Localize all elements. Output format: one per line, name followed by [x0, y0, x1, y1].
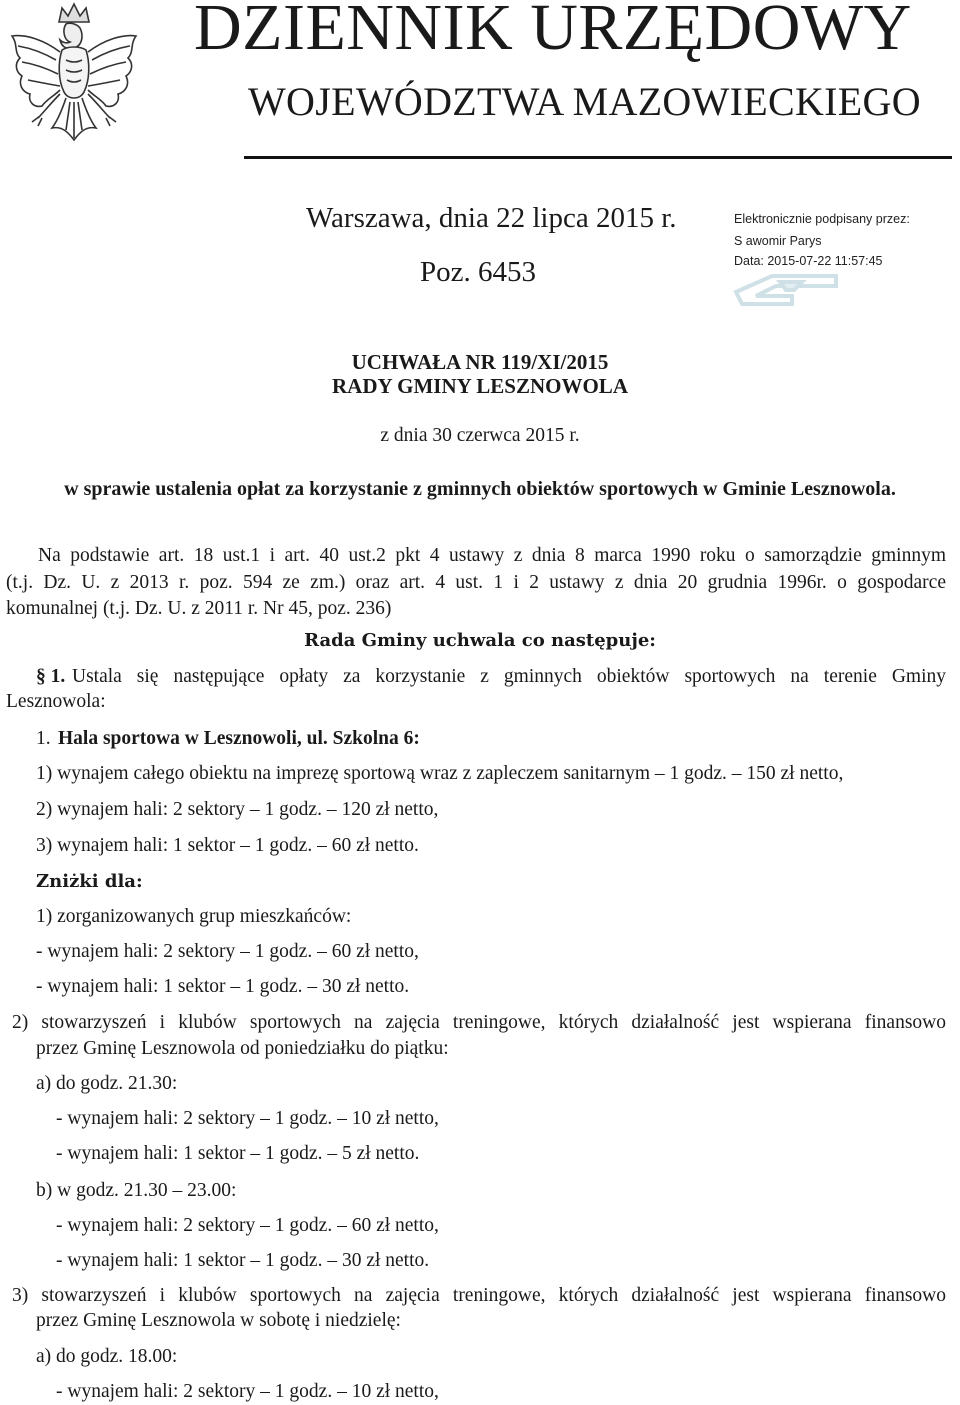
section-intro-line-2: Lesznowola:: [6, 691, 106, 712]
position-number: Poz. 6453: [420, 256, 536, 288]
section-intro-line-1: Ustala się następujące opłaty za korzystanie z gminnych obiektów sportowych na terenie Gminy: [72, 666, 946, 687]
polish-eagle-emblem-icon: [4, 0, 144, 150]
discount-fee-item: - wynajem hali: 1 sektor – 1 godz. – 30 zł netto.: [56, 1250, 430, 1271]
hall-item-number: 1.: [36, 728, 51, 749]
discount-fee-item: - wynajem hali: 2 sektory – 1 godz. – 60 zł netto,: [56, 1215, 439, 1236]
time-range-label: b) w godz. 21.30 – 23.00:: [36, 1180, 237, 1201]
signature-date: Data: 2015-07-22 11:57:45: [734, 254, 883, 268]
electronic-signature-stamp: [730, 212, 940, 312]
discount-group-heading: 2) stowarzyszeń i klubów sportowych na zajęcia treningowe, których działalność jest wspierana finansowo: [12, 1012, 946, 1033]
signature-watermark-icon: [732, 262, 842, 306]
discount-group-heading-cont: przez Gminę Lesznowola w sobotę i niedzielę:: [36, 1310, 401, 1331]
signature-signer: S awomir Parys: [734, 234, 822, 248]
council-name: RADY GMINY LESZNOWOLA: [332, 374, 628, 398]
resolution-date: z dnia 30 czerwca 2015 r.: [380, 425, 580, 446]
masthead-title: DZIENNIK URZĘDOWY: [194, 0, 912, 64]
discount-group-heading: 3) stowarzyszeń i klubów sportowych na zajęcia treningowe, których działalność jest wspierana finansowo: [12, 1285, 946, 1306]
discount-fee-item: - wynajem hali: 1 sektor – 1 godz. – 5 zł netto.: [56, 1143, 420, 1164]
fee-item: 3) wynajem hali: 1 sektor – 1 godz. – 60 zł netto.: [36, 835, 419, 856]
preamble-line-1: Na podstawie art. 18 ust.1 i art. 40 ust.2 pkt 4 ustawy z dnia 8 marca 1990 roku o samorządzie gminnym: [38, 545, 946, 566]
masthead-rule: [244, 156, 952, 159]
discount-group-heading: 1) zorganizowanych grup mieszkańców:: [36, 906, 352, 927]
time-range-label: a) do godz. 18.00:: [36, 1346, 178, 1367]
resolution-subject: w sprawie ustalenia opłat za korzystanie z gminnych obiektów sportowych w Gminie Lesznowola.: [64, 478, 896, 500]
discount-fee-item: - wynajem hali: 2 sektory – 1 godz. – 10 zł netto,: [56, 1108, 439, 1129]
preamble-line-3: komunalnej (t.j. Dz. U. z 2011 r. Nr 45, poz. 236): [6, 598, 392, 619]
fee-item: 2) wynajem hali: 2 sektory – 1 godz. – 120 zł netto,: [36, 799, 439, 820]
preamble-line-2: (t.j. Dz. U. z 2013 r. poz. 594 ze zm.) oraz art. 4 ust. 1 i 2 ustawy z dnia 20 grudnia 1996r. o gospodarce: [6, 572, 946, 593]
publication-date: Warszawa, dnia 22 lipca 2015 r.: [306, 202, 677, 234]
masthead-subtitle: WOJEWÓDZTWA MAZOWIECKIEGO: [248, 79, 921, 124]
resolution-number: UCHWAŁA NR 119/XI/2015: [351, 350, 609, 374]
discount-fee-item: - wynajem hali: 1 sektor – 1 godz. – 30 zł netto.: [36, 976, 410, 997]
hall-name: Hala sportowa w Lesznowoli, ul. Szkolna 6:: [58, 728, 420, 749]
fee-item: 1) wynajem całego obiektu na imprezę sportową wraz z zapleczem sanitarnym – 1 godz. – 150 zł netto,: [36, 763, 844, 784]
time-range-label: a) do godz. 21.30:: [36, 1073, 178, 1094]
discounts-heading: Zniżki dla:: [36, 871, 143, 892]
decree-formula: Rada Gminy uchwala co następuje:: [304, 630, 656, 651]
section-mark: § 1.: [36, 666, 66, 687]
discount-fee-item: - wynajem hali: 2 sektory – 1 godz. – 10 zł netto,: [56, 1381, 439, 1402]
signature-label: Elektronicznie podpisany przez:: [734, 212, 910, 226]
discount-group-heading-cont: przez Gminę Lesznowola od poniedziałku do piątku:: [36, 1038, 449, 1059]
discount-fee-item: - wynajem hali: 2 sektory – 1 godz. – 60 zł netto,: [36, 941, 419, 962]
